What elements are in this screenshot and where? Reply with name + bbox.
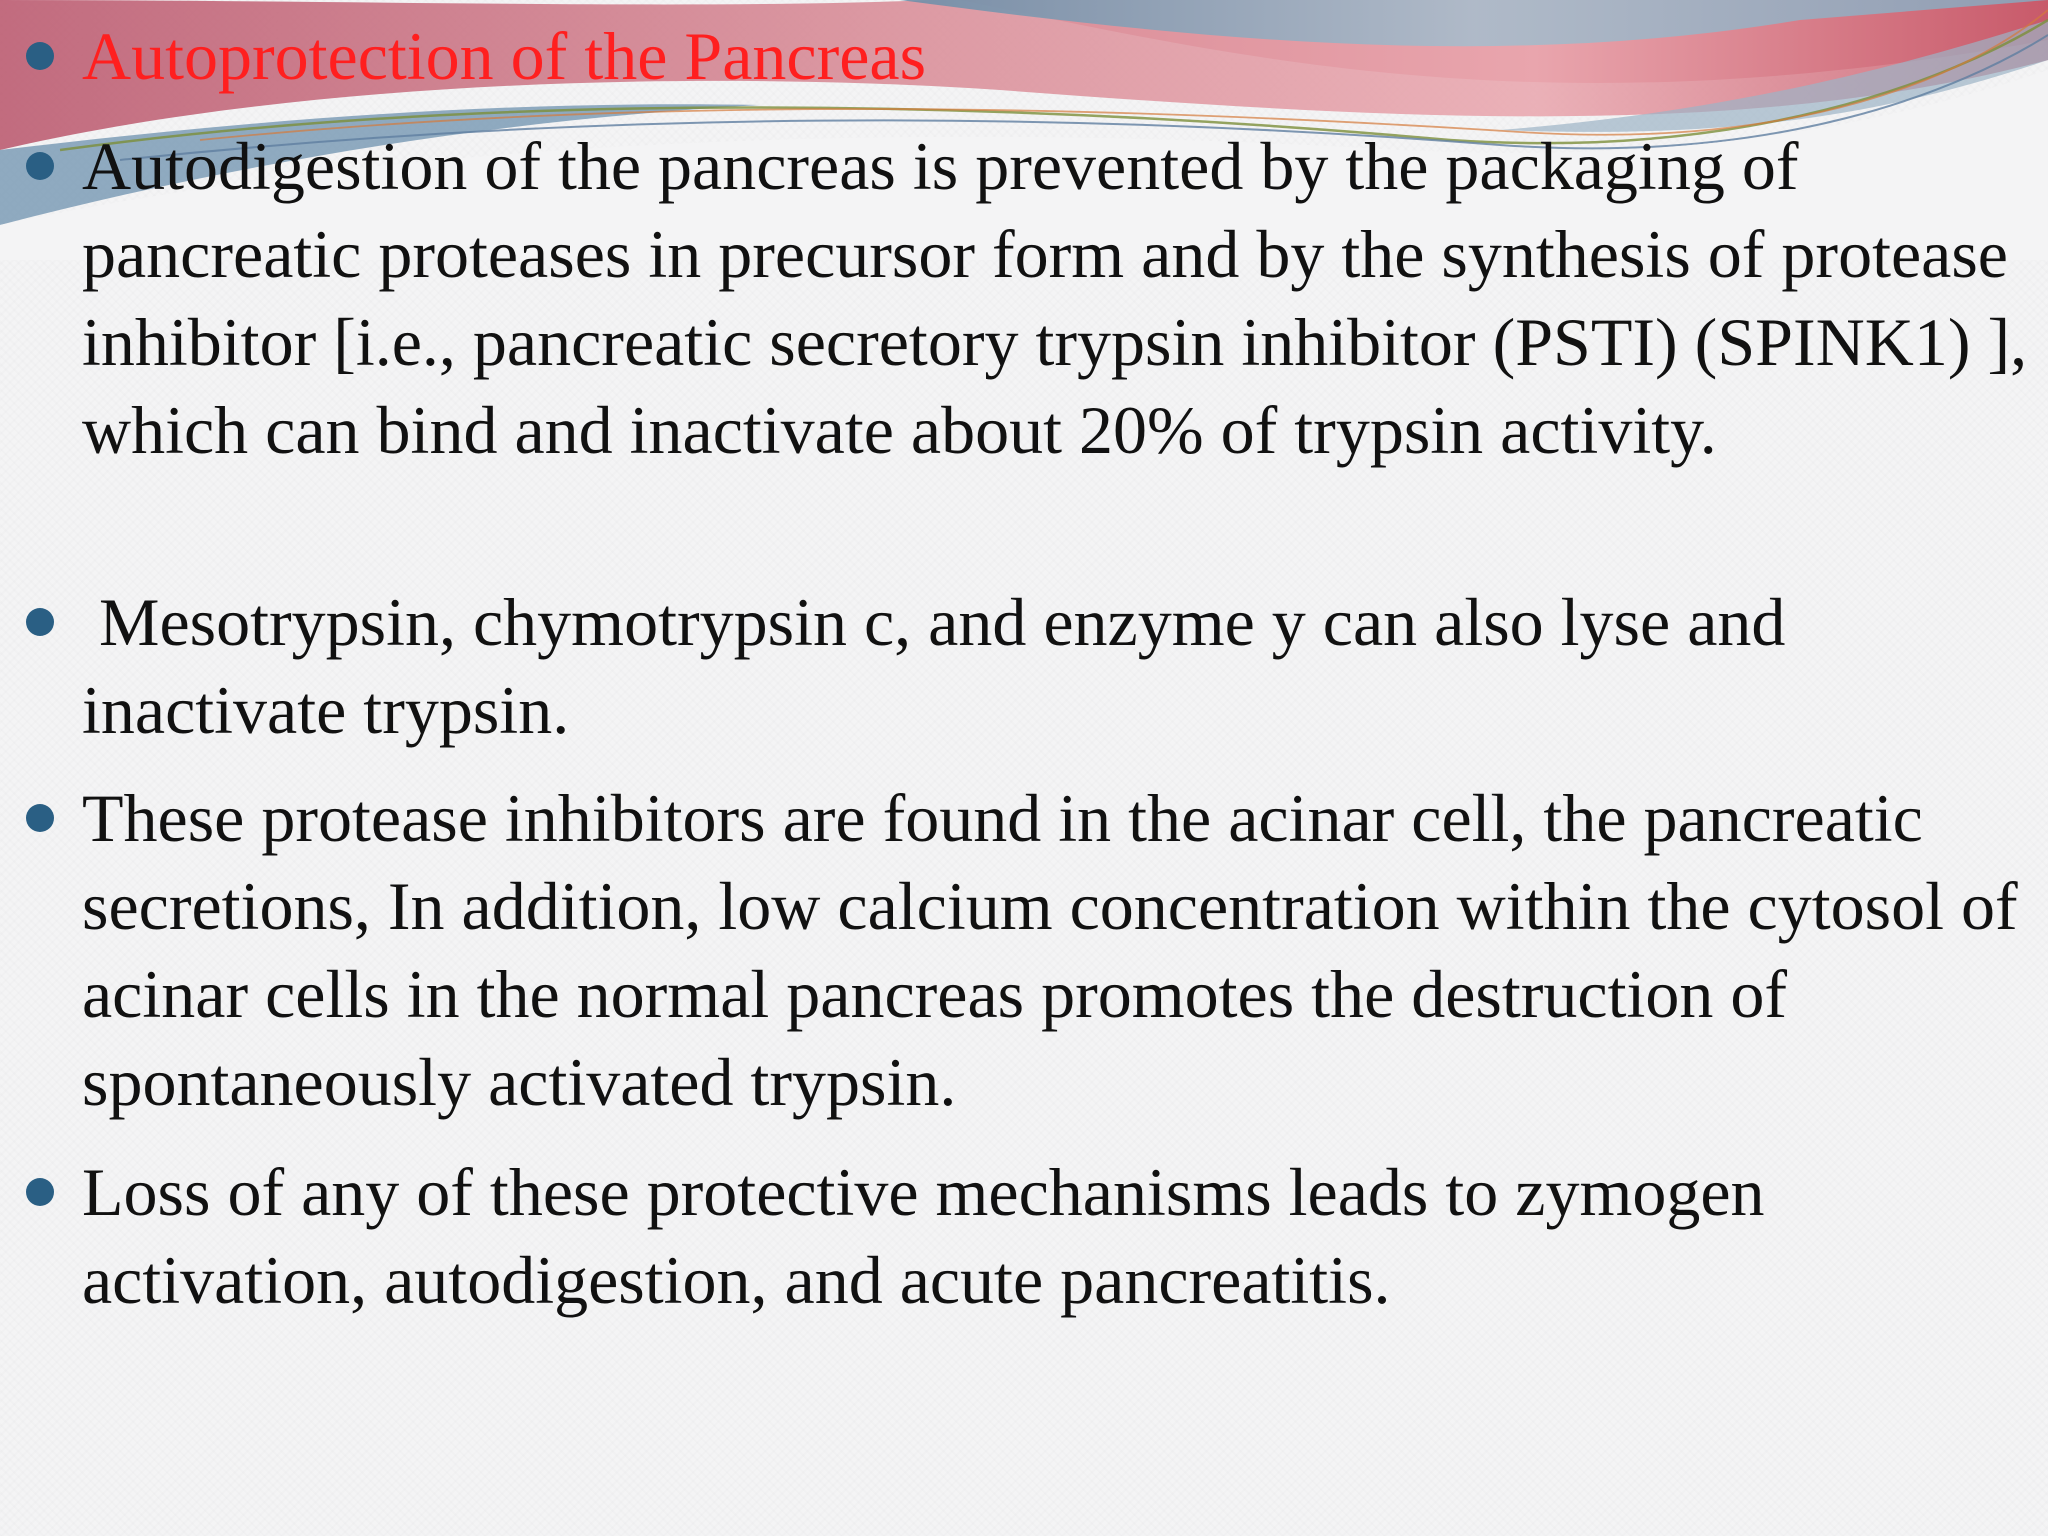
bullet-point-text: Loss of any of these protective mechanisms leads to zymogen activation, autodigestion, and acute pancreatitis. xyxy=(82,1154,1765,1318)
bullet-point xyxy=(0,1148,2048,1324)
bullet-point-text: These protease inhibitors are found in the acinar cell, the pancreatic secretions, In addition, low calcium concentration within the cytosol of acinar cells in the normal pancreas promotes the destruction of spontaneously activated trypsin. xyxy=(82,780,2018,1120)
bullet-dot-icon xyxy=(26,42,54,70)
bullet-point xyxy=(0,578,2048,754)
bullet-dot-icon xyxy=(26,1178,54,1206)
bullet-point xyxy=(0,122,2048,474)
bullet-dot-icon xyxy=(26,608,54,636)
bullet-point xyxy=(0,774,2048,1126)
bullet-point-text: Mesotrypsin, chymotrypsin c, and enzyme y can also lyse and inactivate trypsin. xyxy=(82,584,1803,748)
slide-title xyxy=(0,12,946,100)
slide-title-text: Autoprotection of the Pancreas xyxy=(82,18,927,94)
bullet-point-text: Autodigestion of the pancreas is prevented by the packaging of pancreatic proteases in precursor form and by the synthesis of protease inhibitor [i.e., pancreatic secretory trypsin inhibitor (PSTI) (SPINK1) ], which can bind and inactivate about 20% of trypsin activity. xyxy=(82,128,2028,468)
bullet-dot-icon xyxy=(26,152,54,180)
bullet-dot-icon xyxy=(26,804,54,832)
